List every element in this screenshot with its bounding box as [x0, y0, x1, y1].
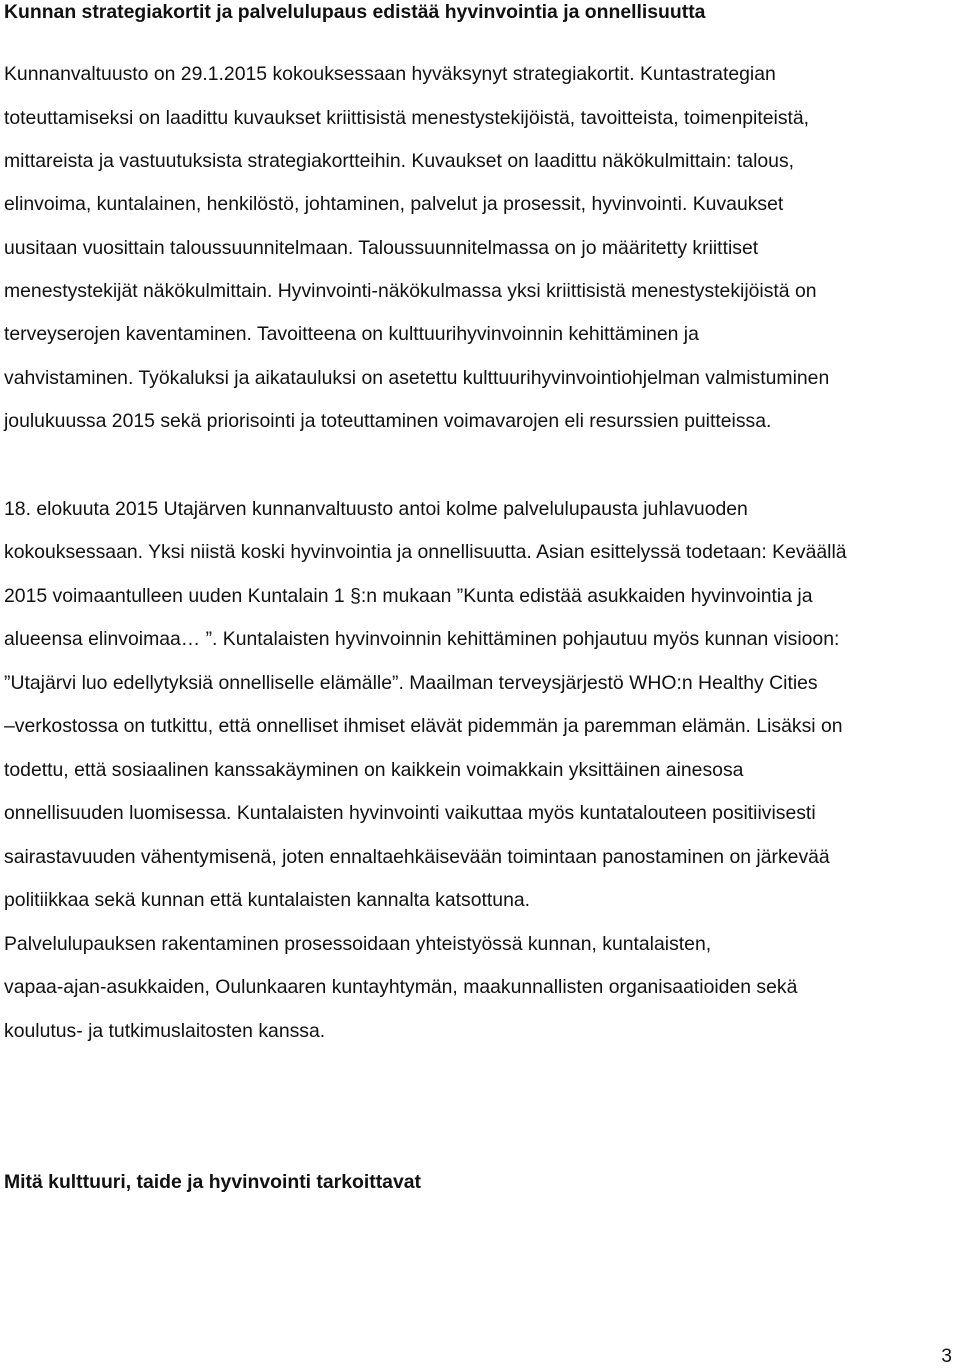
paragraph-line: vahvistaminen. Työkaluksi ja aikatauluksi on asetettu kulttuurihyvinvointiohjelman valmistuminen: [4, 367, 830, 389]
paragraph-line: kokouksessaan. Yksi niistä koski hyvinvointia ja onnellisuutta. Asian esittelyssä todetaan: Keväällä: [4, 541, 847, 563]
paragraph-line: terveyserojen kaventaminen. Tavoitteena on kulttuurihyvinvoinnin kehittäminen ja: [4, 323, 699, 345]
paragraph-line: politiikkaa sekä kunnan että kuntalaisten kannalta katsottuna.: [4, 889, 531, 911]
paragraph-line: Kunnanvaltuusto on 29.1.2015 kokouksessaan hyväksynyt strategiakortit. Kuntastrategian: [4, 63, 776, 85]
page-heading: Kunnan strategiakortit ja palvelulupaus edistää hyvinvointia ja onnellisuutta: [4, 1, 706, 23]
paragraph-line: 18. elokuuta 2015 Utajärven kunnanvaltuusto antoi kolme palvelulupausta juhlavuoden: [4, 498, 748, 520]
paragraph-line: elinvoima, kuntalainen, henkilöstö, johtaminen, palvelut ja prosessit, hyvinvointi. Kuvaukset: [4, 193, 784, 215]
paragraph-line: Palvelulupauksen rakentaminen prosessoidaan yhteistyössä kunnan, kuntalaisten,: [4, 933, 712, 955]
paragraph-line: toteuttamiseksi on laadittu kuvaukset kriittisistä menestystekijöistä, tavoitteista, toimenpiteistä,: [4, 107, 810, 129]
paragraph-line: koulutus- ja tutkimuslaitosten kanssa.: [4, 1020, 326, 1042]
paragraph-line: menestystekijät näkökulmittain. Hyvinvointi-näkökulmassa yksi kriittisistä menestystekijöistä on: [4, 280, 817, 302]
paragraph-line: uusitaan vuosittain taloussuunnitelmaan. Taloussuunnitelmassa on jo määritetty kriittiset: [4, 237, 759, 259]
paragraph-line: alueensa elinvoimaa… ”. Kuntalaisten hyvinvoinnin kehittäminen pohjautuu myös kunnan visioon:: [4, 628, 840, 650]
paragraph-line: onnellisuuden luomisessa. Kuntalaisten hyvinvointi vaikuttaa myös kuntatalouteen positiivisesti: [4, 802, 816, 824]
paragraph-line: joulukuussa 2015 sekä priorisointi ja toteuttaminen voimavarojen eli resurssien puitteissa.: [4, 410, 772, 432]
paragraph-line: 2015 voimaantulleen uuden Kuntalain 1 §:n mukaan ”Kunta edistää asukkaiden hyvinvointia ja: [4, 585, 813, 607]
section-subheading: Mitä kulttuuri, taide ja hyvinvointi tarkoittavat: [4, 1171, 421, 1193]
paragraph-line: mittareista ja vastuutuksista strategiakortteihin. Kuvaukset on laadittu näkökulmittain: talous,: [4, 150, 795, 172]
paragraph-line: sairastavuuden vähentymisenä, joten ennaltaehkäisevään toimintaan panostaminen on järkevää: [4, 846, 830, 868]
paragraph-line: vapaa-ajan-asukkaiden, Oulunkaaren kuntayhtymän, maakunnallisten organisaatioiden sekä: [4, 976, 798, 998]
paragraph-line: ”Utajärvi luo edellytyksiä onnelliselle elämälle”. Maailman terveysjärjestö WHO:n Healthy Cities: [4, 672, 818, 694]
paragraph-line: –verkostossa on tutkittu, että onnelliset ihmiset elävät pidemmän ja paremman elämän. Lisäksi on: [4, 715, 843, 737]
paragraph-line: todettu, että sosiaalinen kanssakäyminen on kaikkein voimakkain yksittäinen ainesosa: [4, 759, 744, 781]
page-number: 3: [941, 1346, 952, 1367]
